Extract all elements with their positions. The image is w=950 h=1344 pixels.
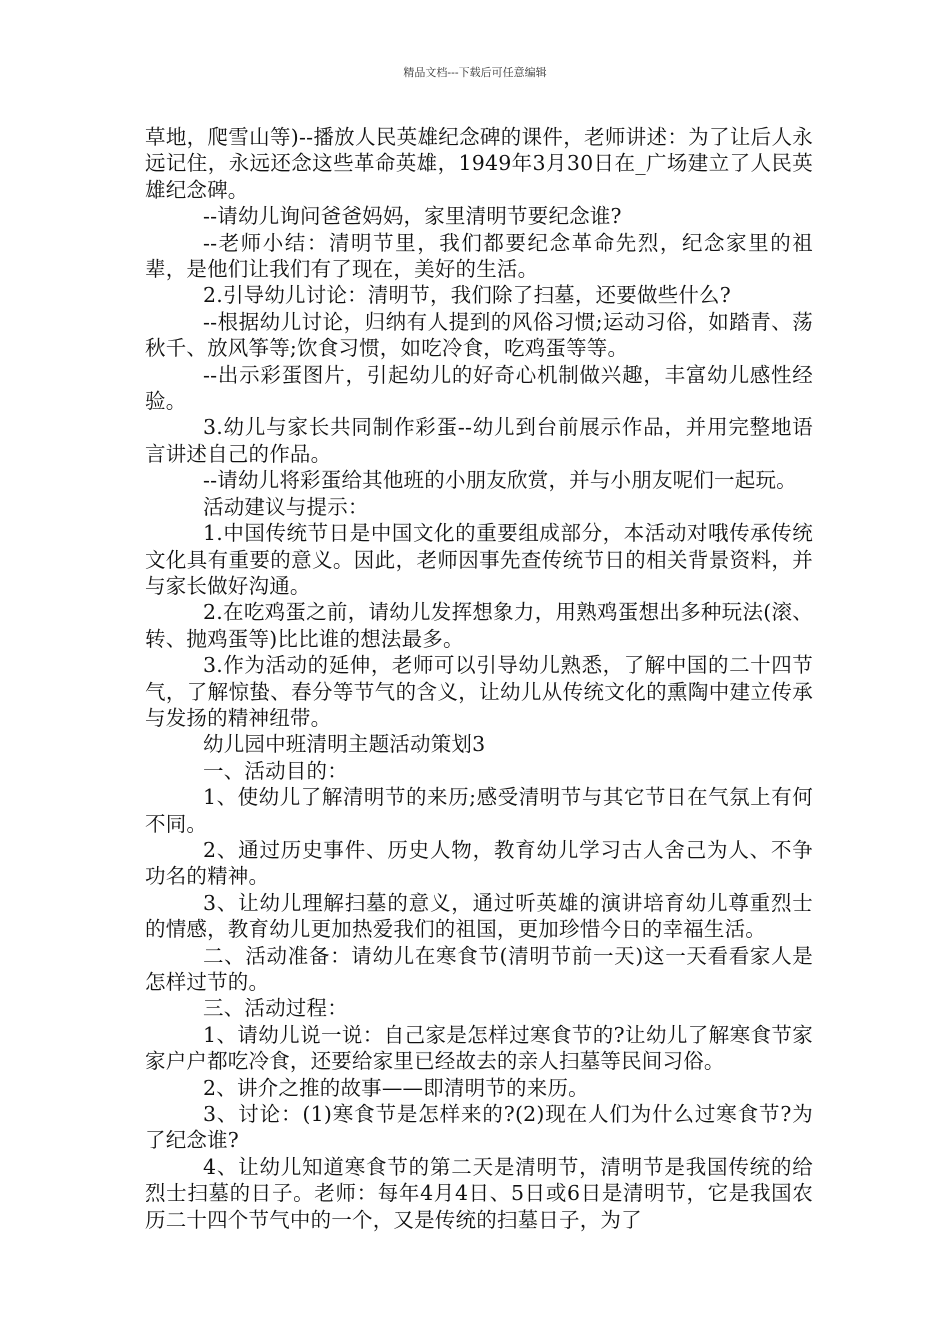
paragraph: 3、讨论：(1)寒食节是怎样来的?(2)现在人们为什么过寒食节?为了纪念谁? <box>145 1102 813 1153</box>
paragraph: 1、请幼儿说一说：自己家是怎样过寒食节的?让幼儿了解寒食节家家户户都吃冷食，还要给家里已经故去的亲人扫墓等民间习俗。 <box>145 1022 813 1074</box>
paragraph: --根据幼儿讨论，归纳有人提到的风俗习惯;运动习俗，如踏青、荡秋千、放风筝等;饮食习惯，如吃冷食，吃鸡蛋等等。 <box>145 309 813 361</box>
section-heading: 活动建议与提示： <box>203 494 369 519</box>
section-title: 幼儿园中班清明主题活动策划3 <box>203 732 486 757</box>
paragraph: 1、使幼儿了解清明节的来历;感受清明节与其它节日在气氛上有何不同。 <box>145 785 813 836</box>
paragraph: 4、让幼儿知道寒食节的第二天是清明节，清明节是我国传统的给烈士扫墓的日子。老师：每年4月4日、5日或6日是清明节，它是我国农历二十四个节气中的一个，又是传统的扫墓日子，为了 <box>145 1154 813 1232</box>
section-heading: 三、活动过程： <box>203 996 348 1021</box>
paragraph: 2、通过历史事件、历史人物，教育幼儿学习古人舍己为人、不争功名的精神。 <box>145 837 813 889</box>
paragraph: --老师小结：清明节里，我们都要纪念革命先烈，纪念家里的祖辈，是他们让我们有了现在，美好的生活。 <box>145 230 813 282</box>
paragraph: 3.作为活动的延伸，老师可以引导幼儿熟悉，了解中国的二十四节气，了解惊蛰、春分等节气的含义，让幼儿从传统文化的熏陶中建立传承与发扬的精神纽带。 <box>145 653 813 730</box>
paragraph: 3.幼儿与家长共同制作彩蛋--幼儿到台前展示作品，并用完整地语言讲述自己的作品。 <box>145 415 813 466</box>
paragraph: 3、让幼儿理解扫墓的意义，通过听英雄的演讲培育幼儿尊重烈士的情感，教育幼儿更加热爱我们的祖国，更加珍惜今日的幸福生活。 <box>145 890 813 942</box>
paragraph: --出示彩蛋图片，引起幼儿的好奇心机制做兴趣，丰富幼儿感性经验。 <box>145 362 813 414</box>
paragraph: --请幼儿将彩蛋给其他班的小朋友欣赏，并与小朋友呢们一起玩。 <box>203 468 797 493</box>
paragraph: 1.中国传统节日是中国文化的重要组成部分，本活动对哦传承传统文化具有重要的意义。因此，老师因事先查传统节日的相关背景资料，并与家长做好沟通。 <box>145 521 813 598</box>
paragraph: 二、活动准备：请幼儿在寒食节(清明节前一天)这一天看看家人是怎样过节的。 <box>145 943 813 994</box>
page-header: 精品文档---下载后可任意编辑 <box>403 66 547 79</box>
paragraph: --请幼儿询问爸爸妈妈，家里清明节要纪念谁? <box>203 204 622 229</box>
document-body <box>145 124 813 1233</box>
paragraph: 2.引导幼儿讨论：清明节，我们除了扫墓，还要做些什么? <box>203 283 731 308</box>
paragraph: 草地，爬雪山等)--播放人民英雄纪念碑的课件，老师讲述：为了让后人永远记住，永远还念这些革命英雄，1949年3月30日在_广场建立了人民英雄纪念碑。 <box>145 125 813 202</box>
paragraph: 2.在吃鸡蛋之前，请幼儿发挥想象力，用熟鸡蛋想出多种玩法(滚、转、抛鸡蛋等)比比谁的想法最多。 <box>145 600 813 651</box>
section-heading: 一、活动目的： <box>203 758 348 783</box>
paragraph: 2、讲介之推的故事——即清明节的来历。 <box>203 1075 589 1100</box>
